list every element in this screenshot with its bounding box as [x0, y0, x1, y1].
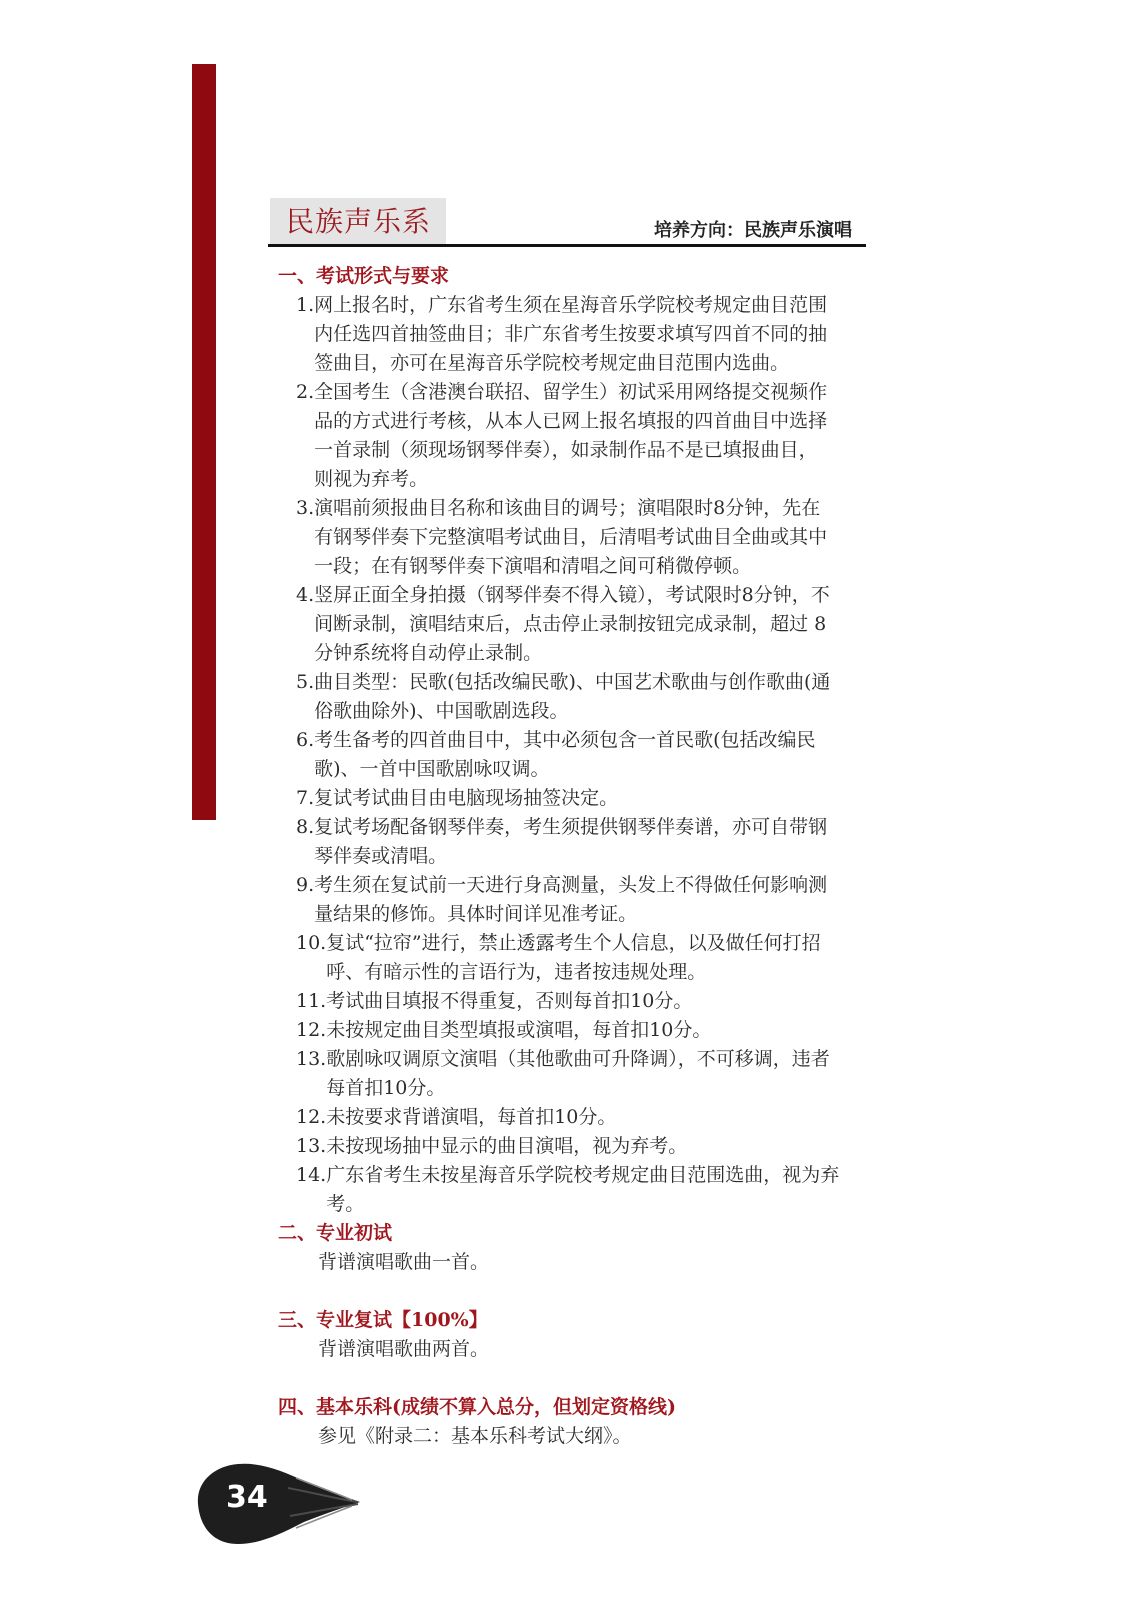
requirement-item: [296, 581, 878, 668]
requirement-number: 2.: [296, 381, 315, 403]
requirement-text: 曲目类型：民歌(包括改编民歌)、中国艺术歌曲与创作歌曲(通俗歌曲除外)、中国歌剧选段。: [314, 671, 831, 722]
requirement-number: 14.: [296, 1164, 327, 1186]
requirement-number: 6.: [296, 729, 315, 751]
page-number: 34: [226, 1480, 268, 1515]
requirement-item: [296, 813, 878, 871]
requirement-item: [296, 1016, 878, 1045]
requirement-item: [296, 987, 878, 1016]
section-preliminary-body: 背谱演唱歌曲一首。: [318, 1251, 490, 1273]
requirement-text: 考生备考的四首曲目中，其中必须包含一首民歌(包括改编民歌)、一首中国歌剧咏叹调。: [314, 729, 816, 780]
requirement-text: 全国考生（含港澳台联招、留学生）初试采用网络提交视频作品的方式进行考核，从本人已网上报名填报的四首曲目中选择一首录制（须现场钢琴伴奏），如录制作品不是已填报曲目，则视为弃考。: [314, 381, 828, 490]
requirement-text: 复试考场配备钢琴伴奏，考生须提供钢琴伴奏谱，亦可自带钢琴伴奏或清唱。: [314, 816, 828, 867]
requirement-item: [296, 668, 878, 726]
section-exam-format-title: 一、考试形式与要求: [278, 265, 450, 287]
requirement-item: [296, 1161, 878, 1219]
requirement-item: [296, 1103, 878, 1132]
requirement-text: 考生须在复试前一天进行身高测量，头发上不得做任何影响测量结果的修饰。具体时间详见准考证。: [314, 874, 828, 925]
requirement-number: 12.: [296, 1106, 327, 1128]
requirement-number: 11.: [296, 990, 327, 1012]
requirement-text: 未按现场抽中显示的曲目演唱，视为弃考。: [326, 1135, 688, 1157]
requirement-text: 网上报名时，广东省考生须在星海音乐学院校考规定曲目范围内任选四首抽签曲目；非广东省考生按要求填写四首不同的抽签曲目，亦可在星海音乐学院校考规定曲目范围内选曲。: [314, 294, 828, 374]
spacer: [278, 1277, 878, 1306]
requirement-number: 8.: [296, 816, 315, 838]
requirement-text: 演唱前须报曲目名称和该曲目的调号；演唱限时8分钟，先在有钢琴伴奏下完整演唱考试曲目，后清唱考试曲目全曲或其中一段；在有钢琴伴奏下演唱和清唱之间可稍微停顿。: [314, 497, 828, 577]
section-preliminary-title: 二、专业初试: [278, 1222, 393, 1244]
requirement-number: 4.: [296, 584, 315, 606]
requirement-text: 复试考试曲目由电脑现场抽签决定。: [314, 787, 619, 809]
section-final-title: 三、专业复试【100%】: [278, 1309, 488, 1331]
requirement-item: [296, 871, 878, 929]
spacer: [278, 1364, 878, 1393]
training-direction: 培养方向：民族声乐演唱: [654, 220, 852, 241]
department-title: 民族声乐系: [270, 198, 446, 246]
requirement-item: [296, 726, 878, 784]
requirement-item: [296, 929, 878, 987]
ink-brush-badge-icon: [192, 1458, 362, 1550]
requirement-number: 13.: [296, 1135, 327, 1157]
requirement-item: [296, 494, 878, 581]
main-content: [278, 262, 878, 1451]
requirement-text: 广东省考生未按星海音乐学院校考规定曲目范围选曲，视为弃考。: [326, 1164, 840, 1215]
requirement-text: 竖屏正面全身拍摄（钢琴伴奏不得入镜），考试限时8分钟，不间断录制，演唱结束后，点击停止录制按钮完成录制，超过 8分钟系统将自动停止录制。: [314, 584, 830, 664]
requirement-text: 歌剧咏叹调原文演唱（其他歌曲可升降调），不可移调，违者每首扣10分。: [326, 1048, 830, 1099]
requirement-item: [296, 291, 878, 378]
requirement-text: 未按要求背谱演唱，每首扣10分。: [326, 1106, 617, 1128]
header-divider: [268, 244, 866, 247]
requirement-item: [296, 1045, 878, 1103]
requirement-text: 未按规定曲目类型填报或演唱，每首扣10分。: [326, 1019, 712, 1041]
decorative-red-bar: [192, 64, 216, 820]
section-final-body: 背谱演唱歌曲两首。: [318, 1338, 490, 1360]
requirement-item: [296, 1132, 878, 1161]
requirement-number: 12.: [296, 1019, 327, 1041]
requirement-item: [296, 378, 878, 494]
requirement-number: 5.: [296, 671, 315, 693]
requirement-number: 9.: [296, 874, 315, 896]
requirement-number: 10.: [296, 932, 327, 954]
exam-requirements-list: [278, 291, 878, 1219]
requirement-item: [296, 784, 878, 813]
section-basic-music-body: 参见《附录二：基本乐科考试大纲》。: [318, 1425, 632, 1447]
requirement-number: 13.: [296, 1048, 327, 1070]
section-basic-music-title: 四、基本乐科(成绩不算入总分，但划定资格线): [278, 1396, 676, 1418]
requirement-text: 考试曲目填报不得重复，否则每首扣10分。: [326, 990, 693, 1012]
requirement-number: 1.: [296, 294, 315, 316]
requirement-number: 7.: [296, 787, 315, 809]
requirement-text: 复试“拉帘”进行，禁止透露考生个人信息，以及做任何打招呼、有暗示性的言语行为，违者按违规处理。: [326, 932, 821, 983]
requirement-number: 3.: [296, 497, 315, 519]
